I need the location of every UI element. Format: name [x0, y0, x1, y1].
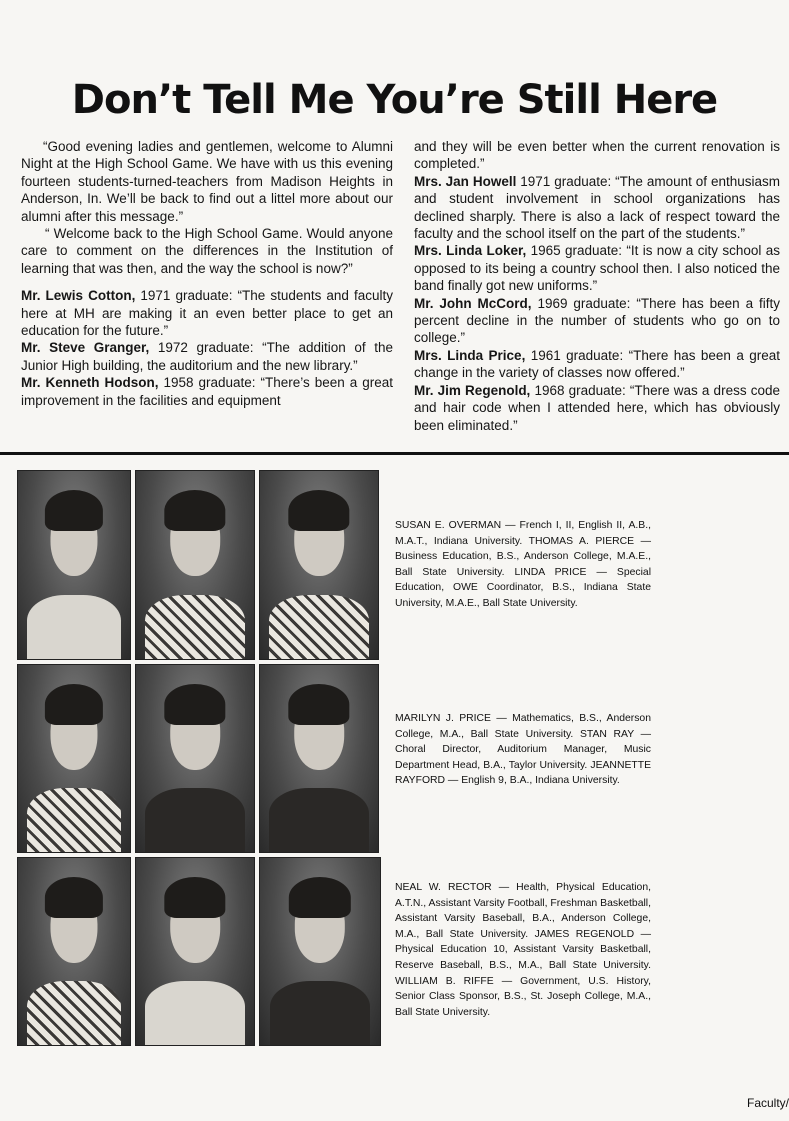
intro-paragraph: “Good evening ladies and gentlemen, welcome to Alumni Night at the High School Game. We have with us this evening fourteen students-turned-teachers from Madison Heights in Anderson, In. We’ll be back to find out a littel more about our alumni after this message.” — [21, 139, 393, 224]
quote-granger — [21, 339, 393, 374]
article-left-column — [21, 138, 393, 409]
alumnus-name: Mr. Jim Regenold, — [414, 382, 531, 398]
faculty-caption-1: SUSAN E. OVERMAN — French I, II, English II, A.B., M.A.T., Indiana University. THOMAS A. PIERCE — Business Education, B.S., Anderson College, M.A.E., Ball State University. LINDA PRICE — Special Education, OWE Coordinator, B.S., Indiana State University, M.A.E., Ball State University. — [395, 520, 651, 609]
portrait-photo — [259, 664, 379, 853]
alumnus-name: Mrs. Linda Loker, — [414, 243, 527, 259]
quote-cotton — [21, 287, 393, 339]
faculty-caption-3: NEAL W. RECTOR — Health, Physical Education, A.T.N., Assistant Varsity Football, Freshman Basketball, Assistant Varsity Baseball, B.A., Anderson College, M.A., Ball State University. JAMES REGENOLD — Physical Education 10, Assistant Varsity Basketball, Reserve Baseball, B.S., M.A., Ball State University. WILLIAM B. RIFFE — Government, U.S. History, Senior Class Sponsor, B.S., St. Joseph College, M.A., Ball State University. — [395, 882, 651, 1018]
quote-loker — [414, 242, 780, 294]
alumnus-name: Mrs. Jan Howell — [414, 173, 517, 189]
quote-price — [414, 347, 780, 382]
alumnus-quote: 1965 graduate: “It is now a city school as opposed to its being a country school then. I also noticed the band finally got new uniforms.” — [414, 243, 781, 294]
quote-hodson — [21, 374, 393, 409]
portrait-photo — [17, 470, 131, 660]
alumnus-name: Mrs. Linda Price, — [414, 347, 526, 363]
portrait-photo — [259, 857, 381, 1046]
article-right-column — [414, 138, 780, 434]
alumnus-quote: 1972 graduate: “The addition of the Junior High building, the auditorium and the new library.” — [21, 340, 393, 373]
alumnus-name: Mr. John McCord, — [414, 295, 532, 311]
portrait-photo — [17, 664, 131, 853]
alumnus-quote: 1969 graduate: “There has been a fifty percent decline in the number of students who go on to college.” — [414, 295, 780, 346]
portrait-photo — [17, 857, 131, 1046]
portrait-photo — [135, 857, 255, 1046]
alumnus-quote: 1968 graduate: “There was a dress code and hair code when I attended here, which has obviously been eliminated.” — [414, 382, 780, 433]
alumnus-name: Mr. Kenneth Hodson, — [21, 375, 159, 391]
alumnus-quote: 1971 graduate: “The amount of enthusiasm and student involvement in school organizations has declined sharply. There is also a lack of respect toward the faculty and the school itself on the part of the students.” — [414, 173, 780, 242]
alumnus-quote: 1958 graduate: “There’s been a great improvement in the facilities and equipment — [21, 375, 393, 408]
continued-quote: and they will be even better when the current renovation is completed.” — [414, 139, 780, 172]
section-divider — [0, 452, 789, 455]
section-footer: Faculty/ — [746, 1096, 789, 1110]
alumnus-quote: 1961 graduate: “There has been a great change in the variety of classes now offered.” — [414, 347, 780, 381]
page-title: Don’t Tell Me You’re Still Here — [71, 77, 718, 123]
alumnus-quote: 1971 graduate: “The students and faculty here at MH are making it an even better place to get an education for the future.” — [21, 288, 393, 339]
portrait-photo — [135, 470, 255, 660]
quote-regenold — [414, 382, 780, 434]
question-paragraph: “ Welcome back to the High School Game. Would anyone care to comment on the differences in the Institution of learning that was then, and the way the school is now?” — [21, 226, 393, 276]
portrait-photo — [259, 470, 379, 660]
portrait-photo — [135, 664, 255, 853]
faculty-caption-2: MARILYN J. PRICE — Mathematics, B.S., Anderson College, M.A., Ball State University. STAN RAY — Choral Director, Auditorium Manager, Music Department Head, B.A., Taylor University. JEANNETTE RAYFORD — English 9, B.A., Indiana University. — [395, 713, 651, 787]
quote-howell — [414, 173, 780, 243]
alumnus-name: Mr. Lewis Cotton, — [21, 288, 136, 304]
quote-mccord — [414, 295, 780, 347]
alumnus-name: Mr. Steve Granger, — [21, 340, 150, 356]
